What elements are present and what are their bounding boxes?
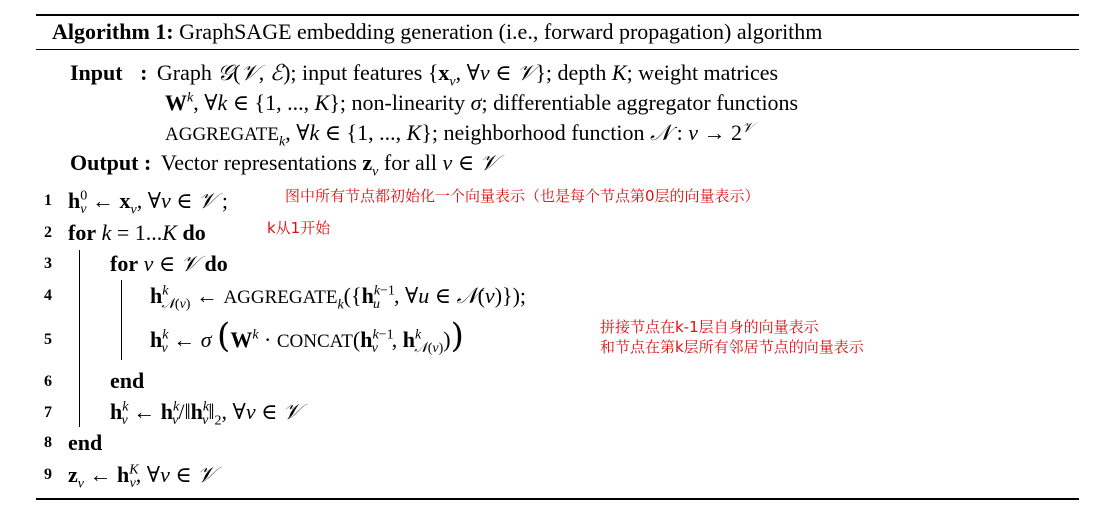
annotation-line-5a: 拼接节点在k-1层自身的向量表示	[600, 318, 819, 336]
algo-line-5: $h^k_v$ ← σ ($W^k$ · $CONCAT(h^{k-1}_v$ , $h^k_{𝒩(v)}$))	[150, 316, 464, 357]
input-colon: :	[140, 60, 148, 85]
algorithm-label: Algorithm 1:	[52, 19, 174, 44]
line-number-7: 7	[44, 404, 52, 421]
annotation-line-1: 图中所有节点都初始化一个向量表示（也是每个节点第0层的向量表示）	[285, 187, 760, 205]
header-rule	[36, 49, 1079, 50]
input-row-3: $AGGREGATE_k$, ∀k ∈ {1, ..., K}; neighborhood function 𝒩 : $v \to 2^𝒱$	[165, 119, 754, 150]
line-number-2: 2	[44, 224, 52, 241]
input-weight-text: ; weight matrices	[626, 60, 779, 85]
algo-line-8	[68, 428, 102, 458]
algorithm-caption	[52, 17, 822, 47]
algorithm-title: GraphSAGE embedding generation (i.e., forward propagation) algorithm	[179, 19, 823, 44]
output-row: Output : Vector representations $z_v$ for all v ∈ 𝒱	[70, 150, 498, 180]
kw-end-inner: end	[110, 368, 145, 393]
algo-line-1: $h^0_v$ ← $x_v$, ∀v ∈ 𝒱 ;	[68, 188, 228, 218]
input-graph-word: Graph	[156, 60, 212, 85]
top-rule	[36, 14, 1079, 16]
annotation-line-2: k从1开始	[267, 219, 331, 237]
kw-for-inner: for	[110, 251, 139, 276]
algo-line-9: $z_v$ ← $h^K_v$, ∀v ∈ 𝒱	[68, 462, 216, 492]
algo-line-6	[110, 366, 144, 396]
line-number-3: 3	[44, 255, 52, 272]
input-agg-text: ; differentiable aggregator functions	[481, 90, 799, 115]
input-row-1: Input : Graph 𝒢(𝒱, ℰ); input features {$x_v$, ∀v ∈ 𝒱}; depth K; weight matrices	[70, 60, 779, 90]
line-number-1: 1	[44, 192, 52, 209]
kw-do-inner: do	[204, 251, 228, 276]
inner-loop-bar	[121, 280, 122, 360]
algo-line-2: for k = 1...K do	[68, 220, 206, 245]
input-nonlin-text: ; non-linearity	[339, 90, 466, 115]
bottom-rule	[36, 498, 1079, 500]
line-number-6: 6	[44, 373, 52, 390]
algo-line-3: for v ∈ 𝒱 do	[110, 251, 228, 277]
line-number-5: 5	[44, 331, 52, 348]
kw-end-outer: end	[68, 430, 103, 455]
outer-loop-bar	[79, 250, 80, 427]
kw-for-outer: for	[68, 220, 97, 245]
line-number-8: 8	[44, 434, 52, 451]
line-number-9: 9	[44, 466, 52, 483]
input-features-text: ; input features	[290, 60, 423, 85]
line-number-4: 4	[44, 287, 52, 304]
input-label: Input	[70, 60, 123, 85]
output-text-a: Vector representations	[160, 150, 357, 175]
concat-word: CONCAT	[276, 331, 353, 352]
annotation-line-5b: 和节点在第k层所有邻居节点的向量表示	[600, 338, 864, 356]
algo-line-7: $h^k_v$ ← $h^k_v/‖h^k_v‖_2$, ∀v ∈ 𝒱	[110, 399, 302, 429]
output-colon: :	[143, 150, 152, 175]
output-label: Output	[70, 150, 139, 175]
input-neighborhood-text: ; neighborhood function	[431, 120, 645, 145]
input-depth-text: ; depth	[545, 60, 607, 85]
algo-line-4: $h^k_{𝒩(v)}$ ← $AGGREGATE_k(\{h^{k-1}_u$ , ∀u ∈ 𝒩(v)});	[150, 283, 527, 313]
kw-do-outer: do	[182, 220, 206, 245]
aggregate-word: AGGREGATE	[165, 124, 279, 145]
input-row-2: $W^k$, ∀k ∈ {1, ..., K}; non-linearity σ; differentiable aggregator functions	[165, 90, 799, 115]
output-text-b: for all	[383, 150, 438, 175]
aggregate-call: AGGREGATE	[223, 287, 338, 308]
